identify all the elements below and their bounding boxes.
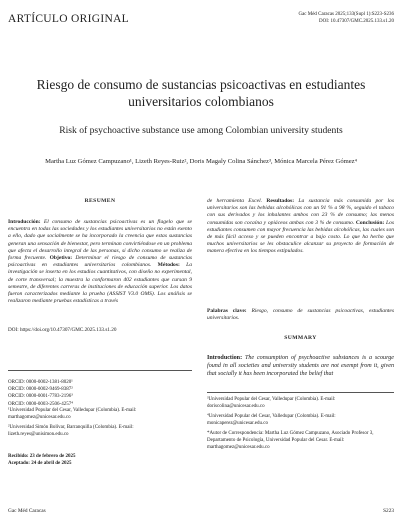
methods-text: La investigación se inserta en los estudios cuantitativos, con diseño no experimental, de corte transversal; la muestra la conformaron 402 estudiantes que cursan 9 semestre, de diferentes carreras de instituciones de educación superior. Los datos fueron caracterizados mediante la prueba (ASSIST V3.0 OMS). Los análisis se realizaron mediante pruebas estadísticas a través — [8, 262, 192, 305]
intro-text: El consumo de sustancias psicoactivas es un flagelo que se encuentra en todas las sociedades y los estudiantes universitarios no están exento a ello, dado que socialmente se ha incorporado la creencia que estas sustancias generan una sensación de bienestar, pero terminan convirtiéndose en un problema que afecta el desarrollo integral de las personas, si dicho consumo se realiza de forma frecuente. — [8, 219, 192, 262]
received-date: Recibido: 23 de febrero de 2025 — [8, 454, 76, 459]
summary-body — [207, 354, 394, 378]
methods-continued: de herramienta Excel. — [207, 198, 267, 204]
affiliation-item: ³Universidad Popular del Cesar, Valledupar (Colombia). E-mail: doriscolina@unicesar.edu.co — [207, 397, 336, 409]
accepted-date: Aceptado: 24 de abril de 2025 — [8, 460, 72, 466]
footnote-divider — [8, 370, 192, 371]
journal-citation-line: Gac Méd Caracas 2025;133(Supl 1):S223-S236 — [298, 12, 394, 17]
footnote-divider-right — [207, 392, 394, 393]
results-text: La sustancia más consumida por los universitarios son las bebidas alcohólicas con un 91 % a 98 %, seguido el tabaco con sus derivados y los inhalantes ambos con 23 % de consumo; las menos consumidas son cocaína y opiáceos ambas con 3 % de consumo. — [207, 198, 394, 226]
results-label: Resultados: — [266, 198, 295, 204]
affiliations-right — [207, 397, 394, 451]
author-list: Martha Luz Gómez Campuzano¹, Lizeth Reyes-Ruiz², Doris Magaly Colina Sánchez³, Mónica Marcela Pérez Gómez⁴ — [45, 158, 357, 165]
conclusion-label: Conclusión: — [355, 219, 385, 226]
article-title-es: Riesgo de consumo de sustancias psicoactivas en estudiantes universitarios colombianos — [36, 77, 366, 109]
journal-citation — [298, 11, 394, 25]
affiliation-item: ⁴Universidad Popular del Cesar, Valledupar (Colombia). E-mail: monicaperez@unicesar.edu.co — [207, 414, 336, 426]
journal-doi-line: DOI: 10.47307/GMC.2025.133.s1.20 — [318, 19, 394, 24]
affiliation-item: ¹Universidad Popular del Cesar, Valledupar (Colombia). E-mail: marthagomez@unicesar.edu.co — [8, 408, 137, 420]
intro-label: Introducción: — [8, 219, 41, 225]
orcid-item[interactable]: ORCID: 0000-0002-9469-8387² — [8, 387, 73, 393]
summary-intro-text: The consumption of psychoactive substances is a scourge found in all societies and university students are not exempt from it, given that socially it has been incorporated the belief that — [207, 355, 394, 377]
summary-heading: SUMMARY — [284, 335, 317, 341]
page-number: S223 — [383, 508, 394, 514]
summary-intro-label: Introduction: — [207, 355, 243, 361]
orcid-item[interactable]: ORCID: 0000-0001-7783-2196³ — [8, 394, 73, 400]
keywords-text: Riesgo, consumo de sustancias psicoactivas, estudiantes universitarios. — [207, 308, 395, 322]
orcid-item[interactable]: ORCID: 0000-0002-1381-8020¹ — [8, 380, 73, 385]
keywords-label: Palabras clave: — [207, 308, 247, 314]
objective-label: Objetivo: — [49, 255, 73, 262]
resumen-heading: RESUMEN — [84, 198, 116, 204]
affiliation-item: ²Universidad Simón Bolívar, Barranquilla (Colombia). E-mail: lizeth.reyes@unisimon.edu.co — [8, 425, 134, 437]
article-title-en: Risk of psychoactive substance use among Colombian university students — [59, 125, 343, 136]
orcid-item[interactable]: ORCID: 0000-0003-2506-4257⁴ — [8, 401, 73, 407]
affiliations-left — [8, 408, 192, 438]
resumen-continued — [207, 198, 394, 256]
doi-link[interactable]: DOI: https://doi.org/10.47307/GMC.2025.133.s1.20 — [8, 327, 117, 333]
corresponding-author: *Autor de Correspondencia: Martha Luz Gómez Campuzano, Asociado Profesor 3, Departamento de Psicología, Universidad Popular del Cesar. E-mail: marthagomez@unicesar.edu.co — [207, 431, 374, 450]
methods-label: Métodos: — [157, 262, 180, 269]
orcid-list — [8, 379, 73, 408]
conclusion-text: Los estudiantes consumen con mayor frecuencia las bebidas alcohólicas, las cuales son de más fácil acceso y se pueden encontrar a bajo costo. Lo que ha hecho que muchos universitarios se les obstaculice alcanzar su proyecto de formación de manera efectiva en los tiempos estipulados. — [207, 219, 394, 255]
resumen-body — [8, 219, 192, 305]
article-dates — [8, 454, 75, 467]
section-label: ARTÍCULO ORIGINAL — [8, 13, 129, 25]
objective-text: Determinar el riesgo de consumo de sustancias psicoactivas en estudiantes universitarios colombianos. — [8, 255, 193, 269]
footer-journal: Gac Méd Caracas — [8, 508, 46, 514]
keywords — [207, 308, 394, 322]
